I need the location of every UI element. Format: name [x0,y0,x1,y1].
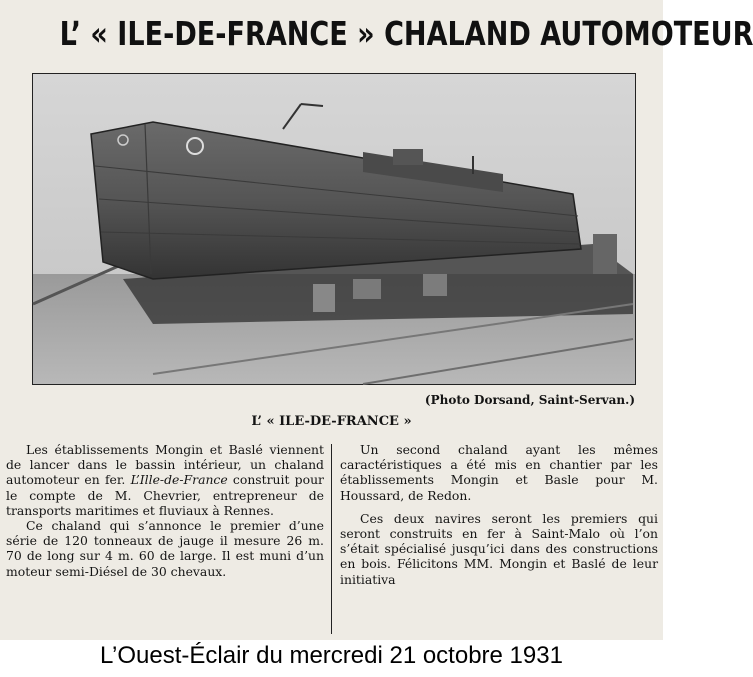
source-footer: L’Ouest-Éclair du mercredi 21 octobre 1931 [100,642,563,669]
article-paragraph [6,442,324,518]
article-column-right [340,442,658,587]
article-paragraph: Ces deux navires seront les premiers qui seront construits en fer à Saint-Malo où l’on s’était spécialisé jusqu’ici dans des constructions en bois. Félicitons MM. Mongin et Baslé de leur initiativa [340,510,658,587]
photo-caption: L’ « ILE-DE-FRANCE » [251,414,412,429]
column-divider [331,444,332,634]
photo-credit: (Photo Dorsand, Saint-Servan.) [424,393,635,407]
article-paragraph: Ce chaland qui s’annonce le premier d’une série de 120 tonneaux de jauge il mesure 26 m. 70 de long sur 4 m. 60 de large. Il est muni d’un moteur semi-Diésel de 30 chevaux. [6,518,324,579]
article-text: construit pour le compte de M. Chevrier, entrepreneur de transports maritimes et fluviaux à Rennes. [6,472,324,518]
article-text: Les établissements Mongin et Baslé viennent de lancer dans le bassin intérieur, un chaland automoteur en fer. [6,442,324,488]
article-column-left [6,442,324,579]
article-ship-name: L’Ille-de-France [130,472,228,488]
barge-photo [32,73,636,385]
headline: L’ « ILE-DE-FRANCE » CHALAND AUTOMOTEUR [59,14,753,53]
article-paragraph: Un second chaland ayant les mêmes caractéristiques a été mis en chantier par les établissements Mongin et Basle pour M. Houssard, de Redon. [340,442,658,503]
